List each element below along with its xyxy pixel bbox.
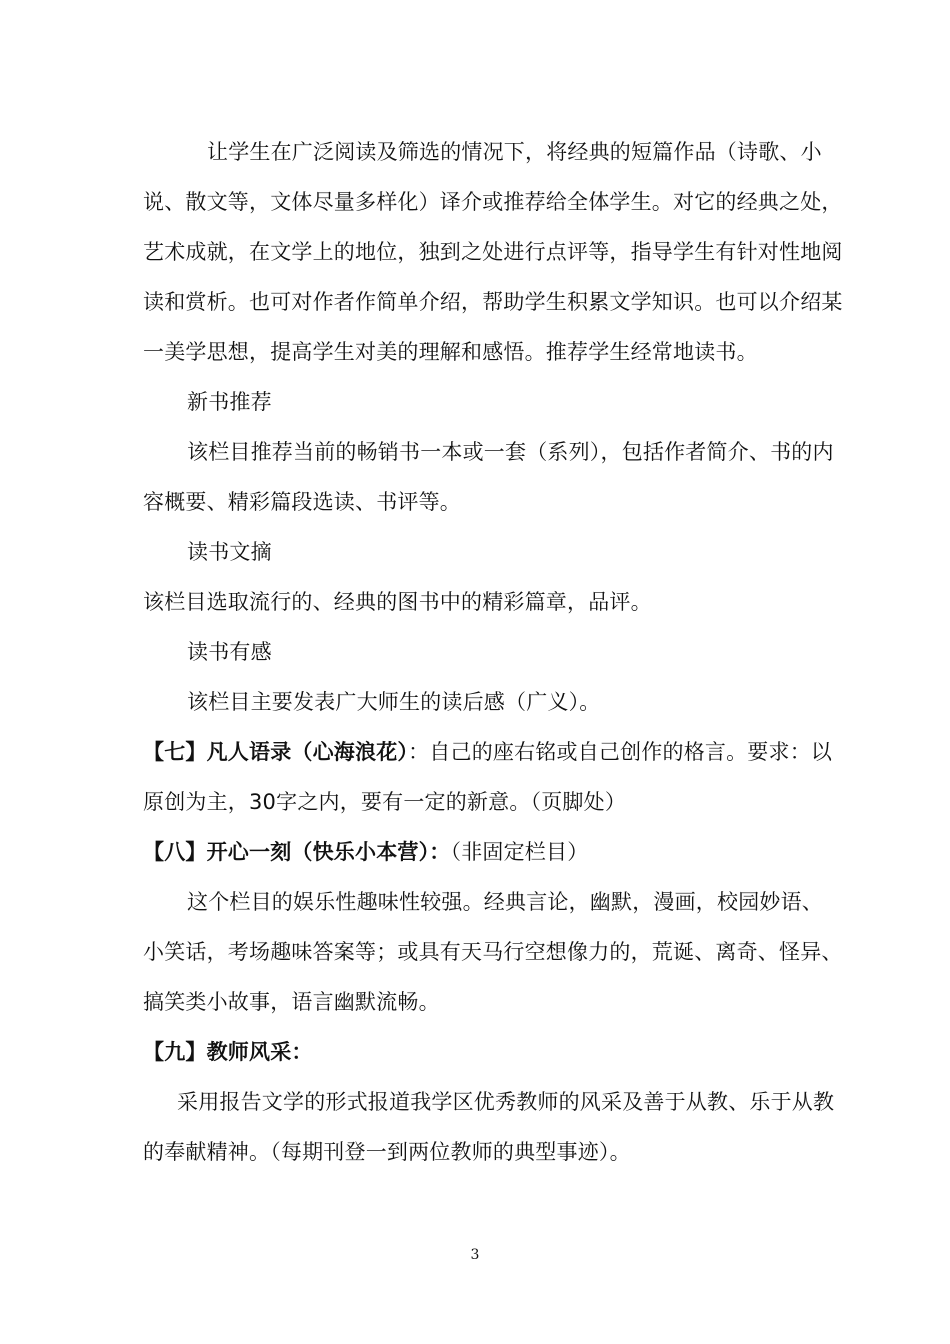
paragraph-digest: 该栏目选取流行的、经典的图书中的精彩篇章，品评。 xyxy=(143,590,652,614)
paragraph-intro: 让学生在广泛阅读及筛选的情况下，将经典的短篇作品（诗歌、小说、散文等，文体尽量多样化）译介或推荐给全体学生。对它的经典之处，艺术成就，在文学上的地位，独到之处进行点评等，指导学生有针对性地阅读和赏析。也可对作者作简单介绍，帮助学生积累文学知识。也可以介绍某一美学思想，提高学生对美的理解和感悟。推荐学生经常地读书。 xyxy=(143,140,843,364)
section-eight-text: （非固定栏目） xyxy=(450,840,589,864)
paragraph-reflection: 该栏目主要发表广大师生的读后感（广义）。 xyxy=(187,690,601,714)
heading-reflection: 读书有感 xyxy=(187,640,272,664)
paragraph-new-book: 该栏目推荐当前的畅销书一本或一套（系列），包括作者简介、书的内容概要、精彩篇段选读、书评等。 xyxy=(143,440,834,514)
document-body xyxy=(143,127,843,1177)
section-eight-title: 【八】开心一刻（快乐小本营）： xyxy=(143,840,451,864)
section-seven xyxy=(143,727,843,827)
section-eight xyxy=(143,827,843,877)
heading-digest: 读书文摘 xyxy=(187,540,272,564)
section-nine-title: 【九】教师风采： xyxy=(143,1040,313,1064)
section-seven-title: 【七】凡人语录（心海浪花） xyxy=(143,740,409,764)
section-seven-text: ：自己的座右铭或自己创作的格言。要求：以原创为主，30字之内，要有一定的新意。（页脚处） xyxy=(143,740,833,814)
heading-new-book: 新书推荐 xyxy=(187,390,272,414)
paragraph-fun: 这个栏目的娱乐性趣味性较强。经典言论，幽默，漫画，校园妙语、小笑话，考场趣味答案等；或具有天马行空想像力的，荒诞、离奇、怪异、搞笑类小故事，语言幽默流畅。 xyxy=(143,890,843,1014)
page-number: 3 xyxy=(470,1247,480,1263)
paragraph-teacher: 采用报告文学的形式报道我学区优秀教师的风采及善于从教、乐于从教的奉献精神。（每期刊登一到两位教师的典型事迹）。 xyxy=(143,1090,835,1164)
